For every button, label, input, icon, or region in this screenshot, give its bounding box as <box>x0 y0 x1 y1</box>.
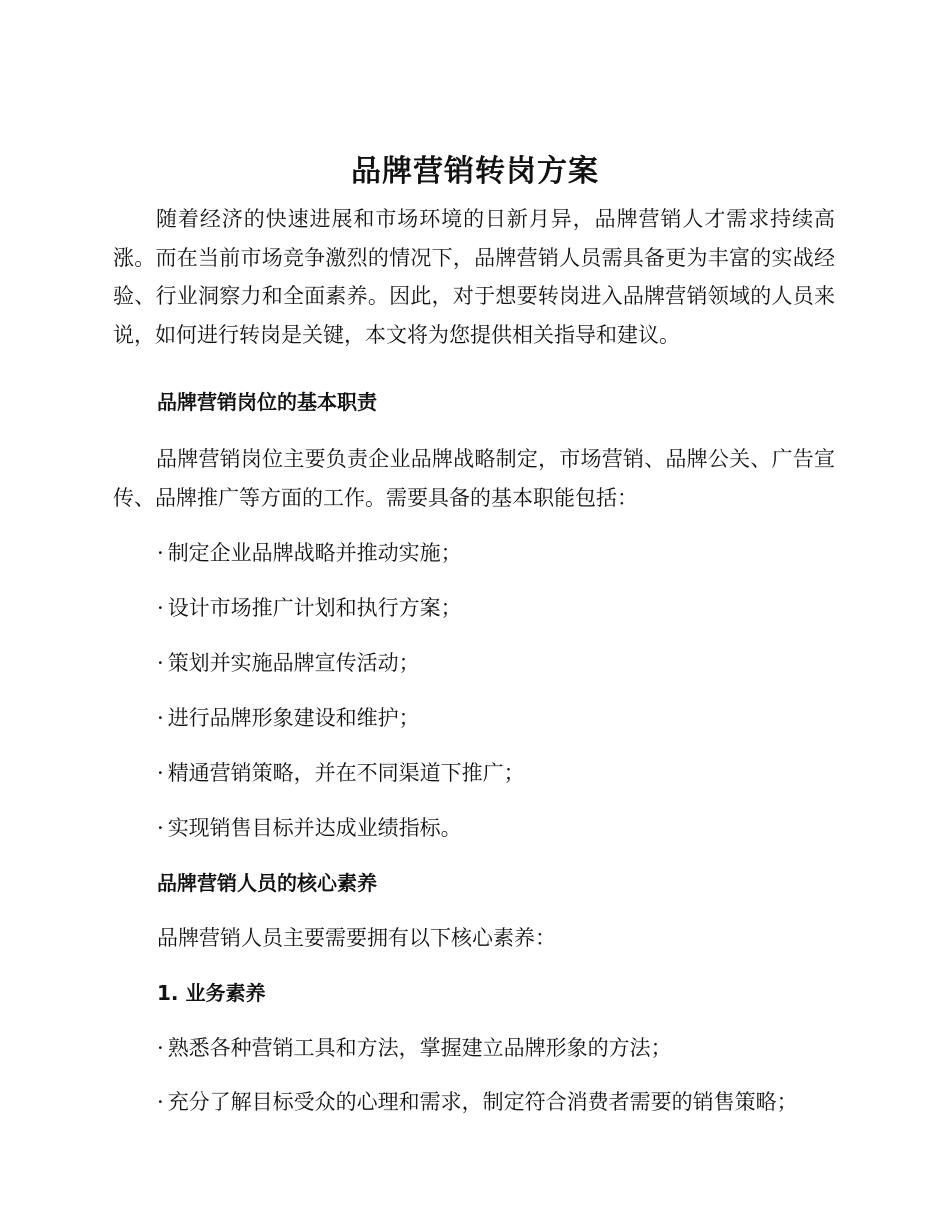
duties-paragraph: 品牌营销岗位主要负责企业品牌战略制定，市场营销、品牌公关、广告宣传、品牌推广等方面的工作。需要具备的基本职能包括： <box>113 447 835 510</box>
list-item-text: 策划并实施品牌宣传活动； <box>167 651 420 675</box>
list-item <box>157 813 462 843</box>
subheading-business: 1. 业务素养 <box>157 981 266 1005</box>
list-item <box>157 703 420 733</box>
list-item <box>157 1033 672 1063</box>
list-item-text: 充分了解目标受众的心理和需求，制定符合消费者需要的销售策略； <box>167 1090 798 1114</box>
competencies-paragraph: 品牌营销人员主要需要拥有以下核心素养： <box>157 926 556 950</box>
list-item-text: 进行品牌形象建设和维护； <box>167 706 420 730</box>
bullet-dot: · <box>157 706 164 730</box>
list-item <box>157 1087 798 1117</box>
list-item <box>157 538 462 568</box>
bullet-dot: · <box>157 1090 164 1114</box>
list-item <box>157 758 525 788</box>
bullet-dot: · <box>157 761 164 785</box>
document-title: 品牌营销转岗方案 <box>351 154 599 189</box>
list-item-text: 设计市场推广计划和执行方案； <box>167 596 462 620</box>
list-item <box>157 648 420 678</box>
list-item-text: 实现销售目标并达成业绩指标。 <box>167 816 462 840</box>
list-item-text: 制定企业品牌战略并推动实施； <box>167 541 462 565</box>
bullet-dot: · <box>157 596 164 620</box>
list-item <box>157 593 462 623</box>
list-item-text: 精通营销策略，并在不同渠道下推广； <box>167 761 525 785</box>
bullet-dot: · <box>157 651 164 675</box>
bullet-dot: · <box>157 1036 164 1060</box>
intro-paragraph: 随着经济的快速进展和市场环境的日新月异，品牌营销人才需求持续高涨。而在当前市场竞争激烈的情况下，品牌营销人员需具备更为丰富的实战经验、行业洞察力和全面素养。因此，对于想要转岗进入品牌营销领域的人员来说，如何进行转岗是关键，本文将为您提供相关指导和建议。 <box>113 207 835 347</box>
list-item-text: 熟悉各种营销工具和方法，掌握建立品牌形象的方法； <box>167 1036 672 1060</box>
bullet-dot: · <box>157 816 164 840</box>
bullet-dot: · <box>157 541 164 565</box>
section-heading-competencies: 品牌营销人员的核心素养 <box>157 871 377 895</box>
section-heading-duties: 品牌营销岗位的基本职责 <box>157 390 377 414</box>
